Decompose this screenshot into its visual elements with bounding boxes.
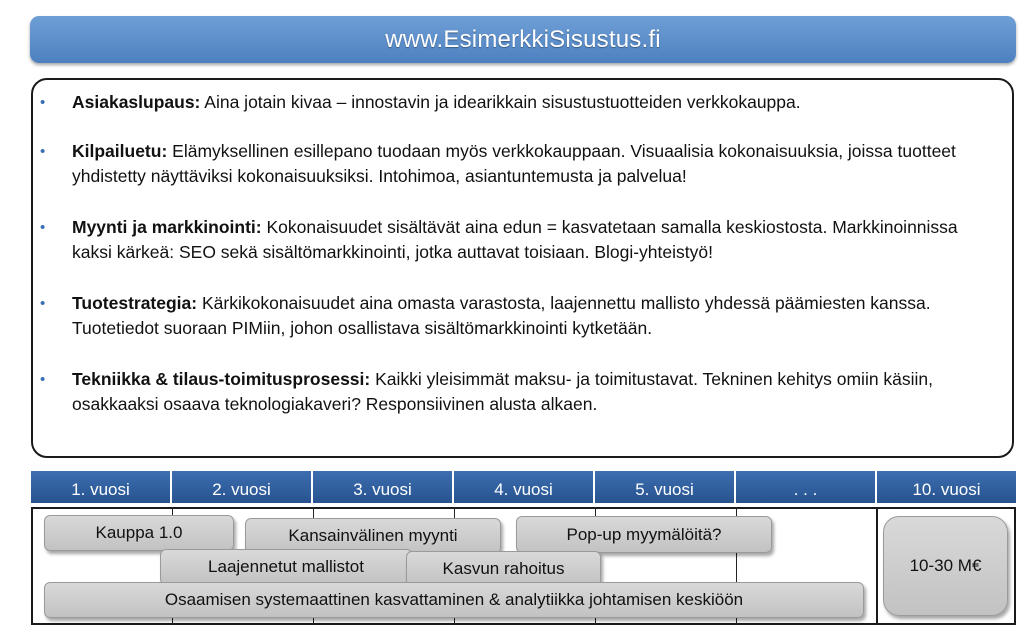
timeline-ellipsis: . . . <box>736 471 877 503</box>
site-title-banner <box>30 16 1016 63</box>
timeline-year-4: 4. vuosi <box>454 471 595 503</box>
bullet-dot-icon: • <box>40 94 46 111</box>
timeline-item-popup: Pop-up myymälöitä? <box>516 516 772 553</box>
bullet-label: Tekniikka & tilaus-toimitusprosessi: <box>72 369 371 389</box>
timeline-item-tavoite: 10-30 M€ <box>883 516 1008 616</box>
bullet-label: Tuotestrategia: <box>72 293 198 313</box>
bullet-text: Aina jotain kivaa – innostavin ja idearikkain sisustustuotteiden verkkokauppa. <box>204 92 801 112</box>
timeline-item-kansainvalinen: Kansainvälinen myynti <box>245 518 501 554</box>
timeline-year-5: 5. vuosi <box>595 471 736 503</box>
site-title: www.EsimerkkiSisustus.fi <box>385 25 661 53</box>
bullet-text: Elämyksellinen esillepano tuodaan myös verkkokauppaan. Visuaalisia kokonaisuuksia, joissa tuotteet yhdistetty näyttäviksi kokonaisuuksiksi. Intohimoa, asiantuntemusta ja palvelua! <box>72 141 956 186</box>
timeline-year-2: 2. vuosi <box>172 471 313 503</box>
timeline-header <box>31 471 1016 503</box>
column-divider <box>876 507 878 625</box>
bullet-text: Kokonaisuudet sisältävät aina edun = kasvatetaan samalla keskiostosta. Markkinoinnissa kaksi kärkeä: SEO sekä sisältömarkkinointi, jotka auttavat toisiaan. Blogi-yhteistyö! <box>72 217 958 262</box>
timeline-item-mallistot: Laajennetut mallistot <box>160 549 412 585</box>
timeline-item-rahoitus: Kasvun rahoitus <box>406 551 601 587</box>
bullet-dot-icon: • <box>40 143 46 160</box>
bullet-dot-icon: • <box>40 371 46 388</box>
bullet-text: Kärkikokonaisuudet aina omasta varastosta, laajennettu mallisto yhdessä päämiesten kanssa. Tuotetiedot suoraan PIMiin, johon osallistava sisältömarkkinointi kytketään. <box>72 293 931 338</box>
bullet-text: Kaikki yleisimmät maksu- ja toimitustavat. Tekninen kehitys omiin käsiin, osakkaaksi osaava teknologiakaveri? Responsiivinen alusta alkaen. <box>72 369 934 414</box>
bullet-label: Kilpailuetu: <box>72 141 168 161</box>
strategy-box <box>31 78 1014 458</box>
timeline-item-osaaminen: Osaamisen systemaattinen kasvattaminen & analytiikka johtamisen keskiöön <box>44 582 864 618</box>
bullet-dot-icon: • <box>40 219 46 236</box>
bullet-dot-icon: • <box>40 295 46 312</box>
bullet-label: Myynti ja markkinointi: <box>72 217 262 237</box>
timeline-year-10: 10. vuosi <box>877 471 1016 503</box>
timeline-item-kauppa: Kauppa 1.0 <box>44 515 234 551</box>
timeline-year-1: 1. vuosi <box>31 471 172 503</box>
timeline-year-3: 3. vuosi <box>313 471 454 503</box>
bullet-label: Asiakaslupaus: <box>72 92 201 112</box>
